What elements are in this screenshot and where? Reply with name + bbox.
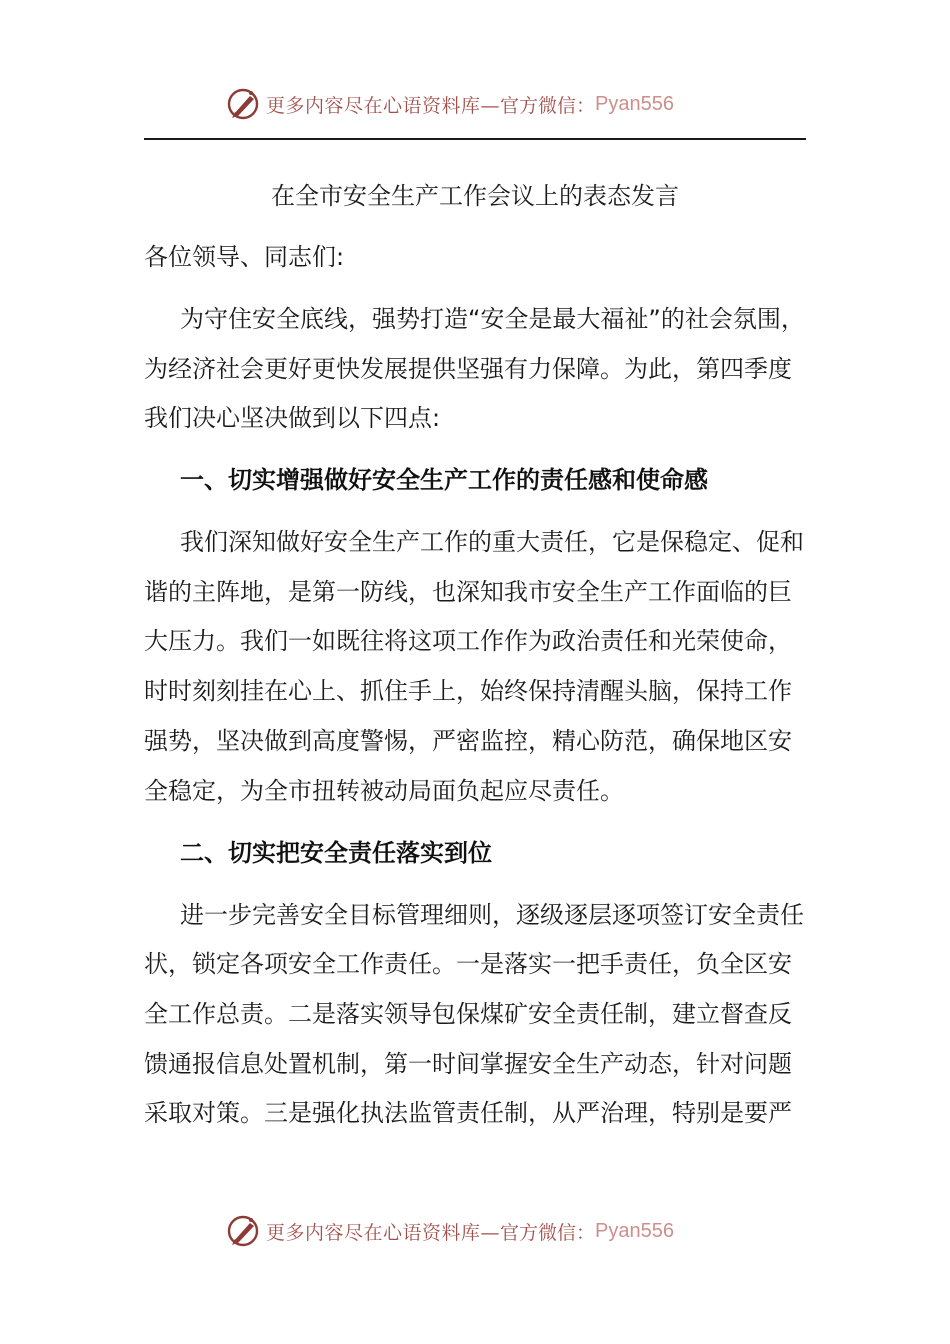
pen-logo-icon: [226, 87, 260, 121]
section-2-line-2: 状，锁定各项安全工作责任。一是落实一把手责任，负全区安: [144, 950, 792, 978]
watermark-text: 更多内容尽在心语资料库—: [266, 1221, 501, 1244]
section-2-line-5: 采取对策。三是强化执法监管责任制，从严治理，特别是要严: [144, 1099, 792, 1127]
section-1-line-5: 强势，坚决做到高度警惕，严密监控，精心防范，确保地区安: [144, 727, 792, 755]
section-1-heading: 一、切实增强做好安全生产工作的责任感和使命感: [180, 466, 708, 494]
salutation: 各位领导、同志们:: [144, 243, 345, 271]
footer-watermark: [226, 1213, 674, 1249]
pen-logo-icon: [226, 1214, 260, 1248]
section-2-line-4: 馈通报信息处置机制，第一时间掌握安全生产动态，针对问题: [144, 1050, 792, 1078]
document-title: 在全市安全生产工作会议上的表态发言: [271, 182, 679, 210]
section-2-line-1: 进一步完善安全目标管理细则，逐级逐层逐项签订安全责任: [180, 901, 804, 929]
header-divider: [144, 138, 806, 140]
section-1-line-6: 全稳定，为全市扭转被动局面负起应尽责任。: [144, 777, 624, 805]
watermark-wechat-label: 官方微信：: [500, 94, 596, 117]
section-2-line-3: 全工作总责。二是落实领导包保煤矿安全责任制，建立督查反: [144, 1000, 792, 1028]
header-watermark: [226, 86, 674, 122]
intro-line-2: 为经济社会更好更快发展提供坚强有力保障。为此，第四季度: [144, 355, 792, 383]
section-1-line-4: 时时刻刻挂在心上、抓住手上，始终保持清醒头脑，保持工作: [144, 677, 792, 705]
watermark-text: 更多内容尽在心语资料库—: [266, 94, 501, 117]
watermark-wechat-id: Pyan556: [595, 92, 674, 115]
watermark-wechat-label: 官方微信：: [500, 1221, 596, 1244]
intro-line-1: 为守住安全底线，强势打造“安全是最大福祉”的社会氛围，: [180, 305, 805, 333]
section-1-line-1: 我们深知做好安全生产工作的重大责任，它是保稳定、促和: [180, 528, 804, 556]
section-1-line-3: 大压力。我们一如既往将这项工作作为政治责任和光荣使命，: [144, 627, 792, 655]
watermark-wechat-id: Pyan556: [595, 1219, 674, 1242]
intro-line-3: 我们决心坚决做到以下四点:: [144, 404, 441, 432]
section-2-heading: 二、切实把安全责任落实到位: [180, 839, 492, 867]
section-1-line-2: 谐的主阵地，是第一防线，也深知我市安全生产工作面临的巨: [144, 578, 792, 606]
